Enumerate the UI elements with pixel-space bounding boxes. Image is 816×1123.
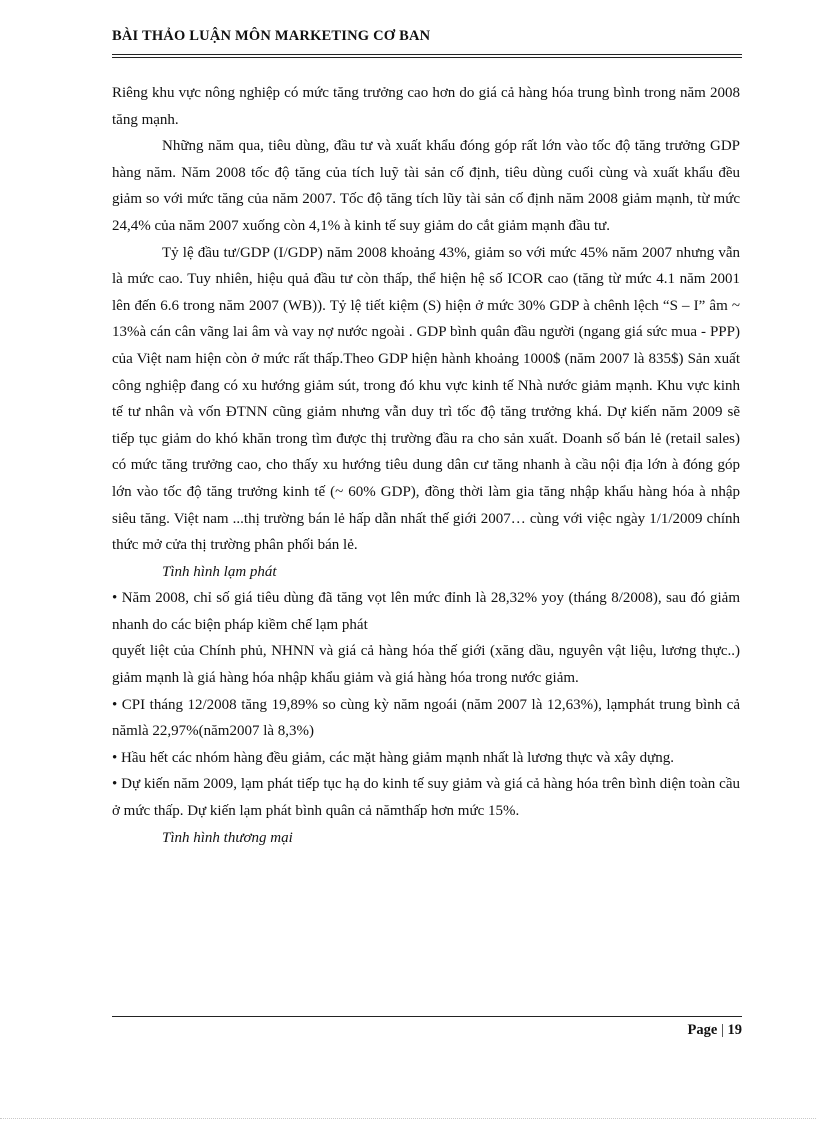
- paragraph-agriculture: Riêng khu vực nông nghiệp có mức tăng trưởng cao hơn do giá cả hàng hóa trung bình trong năm 2008 tăng mạnh.: [112, 85, 740, 128]
- page-number-block: [688, 1022, 742, 1039]
- bullet-forecast-2009: • Dự kiến năm 2009, lạm phát tiếp tục hạ do kinh tế suy giảm và giá cả hàng hóa trên bình diện toàn cầu ở mức thấp. Dự kiến lạm phát bình quân cả nămthấp hơn mức 15%.: [112, 776, 740, 820]
- page-bottom-border: [0, 1118, 816, 1119]
- bullet-product-groups: • Hầu hết các nhóm hàng đều giảm, các mặt hàng giảm mạnh nhất là lương thực và xây dựng.: [112, 749, 674, 766]
- section-heading-trade: Tình hình thương mại: [162, 829, 293, 846]
- paragraph-investment-ratio: Tỷ lệ đầu tư/GDP (I/GDP) năm 2008 khoảng 43%, giảm so với mức 45% năm 2007 nhưng vẫn là mức cao. Tuy nhiên, hiệu quả đầu tư còn thấp, thể hiện hệ số ICOR cao (tăng từ mức 4.1 năm 2001 lên đến 6.6 trong năm 2007 (WB)). Tỷ lệ tiết kiệm (S) hiện ở mức 30% GDP à chênh lệch “S – I” âm ~ 13%à cán cân vãng lai âm và vay nợ nước ngoài . GDP bình quân đầu người (ngang giá sức mua - PPP) của Việt nam hiện còn ở mức rất thấp.Theo GDP hiện hành khoảng 1000$ (năm 2007 là 835$) Sản xuất công nghiệp đang có xu hướng giảm sút, trong đó khu vực kinh tế Nhà nước giảm mạnh. Khu vực kinh tế tư nhân và vốn ĐTNN cũng giảm nhưng vẫn duy trì tốc độ tăng trưởng khá. Dự kiến năm 2009 sẽ tiếp tục giảm do khó khăn trong tìm được thị trường đầu ra cho sản xuất. Doanh số bán lẻ (retail sales) có mức tăng trưởng cao, cho thấy xu hướng tiêu dung dân cư tăng nhanh à cầu nội địa lớn à đóng góp lớn vào tốc độ tăng trưởng kinh tế (~ 60% GDP), đồng thời làm gia tăng nhập khẩu hàng hóa à nhập siêu tăng. Việt nam ...thị trường bán lẻ hấp dẫn nhất thế giới 2007… cùng với việc ngày 1/1/2009 chính thức mở cửa thị trường phân phối bán lẻ.: [112, 244, 740, 554]
- document-body: [112, 80, 740, 851]
- footer-divider: [112, 1016, 742, 1017]
- bullet-cpi-2008-continued: quyết liệt của Chính phủ, NHNN và giá cả hàng hóa thế giới (xăng dầu, nguyên vật liệu, lương thực..) giảm mạnh là giá hàng hóa nhập khẩu giảm và giá hàng hóa trong nước giảm.: [112, 643, 740, 687]
- page-label: Page: [687, 1022, 718, 1038]
- paragraph-consumption-investment: Những năm qua, tiêu dùng, đầu tư và xuất khẩu đóng góp rất lớn vào tốc độ tăng trưởng GDP hàng năm. Năm 2008 tốc độ tăng của tích luỹ tài sản cố định, tiêu dùng cuối cùng và xuất khẩu đều giảm so với mức tăng của năm 2007. Tốc độ tăng tích lũy tài sản cố định năm 2008 giảm mạnh, từ mức 24,4% của năm 2007 xuống còn 4,1% à kinh tế suy giảm do cắt giảm mạnh đầu tư.: [112, 138, 740, 234]
- header-divider: [112, 54, 742, 58]
- page-footer: [112, 1016, 742, 1042]
- page-header-title: BÀI THẢO LUẬN MÔN MARKETING CƠ BAN: [112, 28, 431, 44]
- page-number: 19: [727, 1022, 742, 1038]
- section-heading-inflation: Tình hình lạm phát: [162, 563, 277, 580]
- bullet-cpi-december: • CPI tháng 12/2008 tăng 19,89% so cùng kỳ năm ngoái (năm 2007 là 12,63%), lạmphát trung bình cả nămlà 22,97%(năm2007 là 8,3%): [112, 696, 740, 740]
- bullet-cpi-2008: • Năm 2008, chỉ số giá tiêu dùng đã tăng vọt lên mức đỉnh là 28,32% yoy (tháng 8/2008), sau đó giảm nhanh do các biện pháp kiềm chế lạm phát: [112, 590, 740, 633]
- page-separator: |: [720, 1022, 724, 1038]
